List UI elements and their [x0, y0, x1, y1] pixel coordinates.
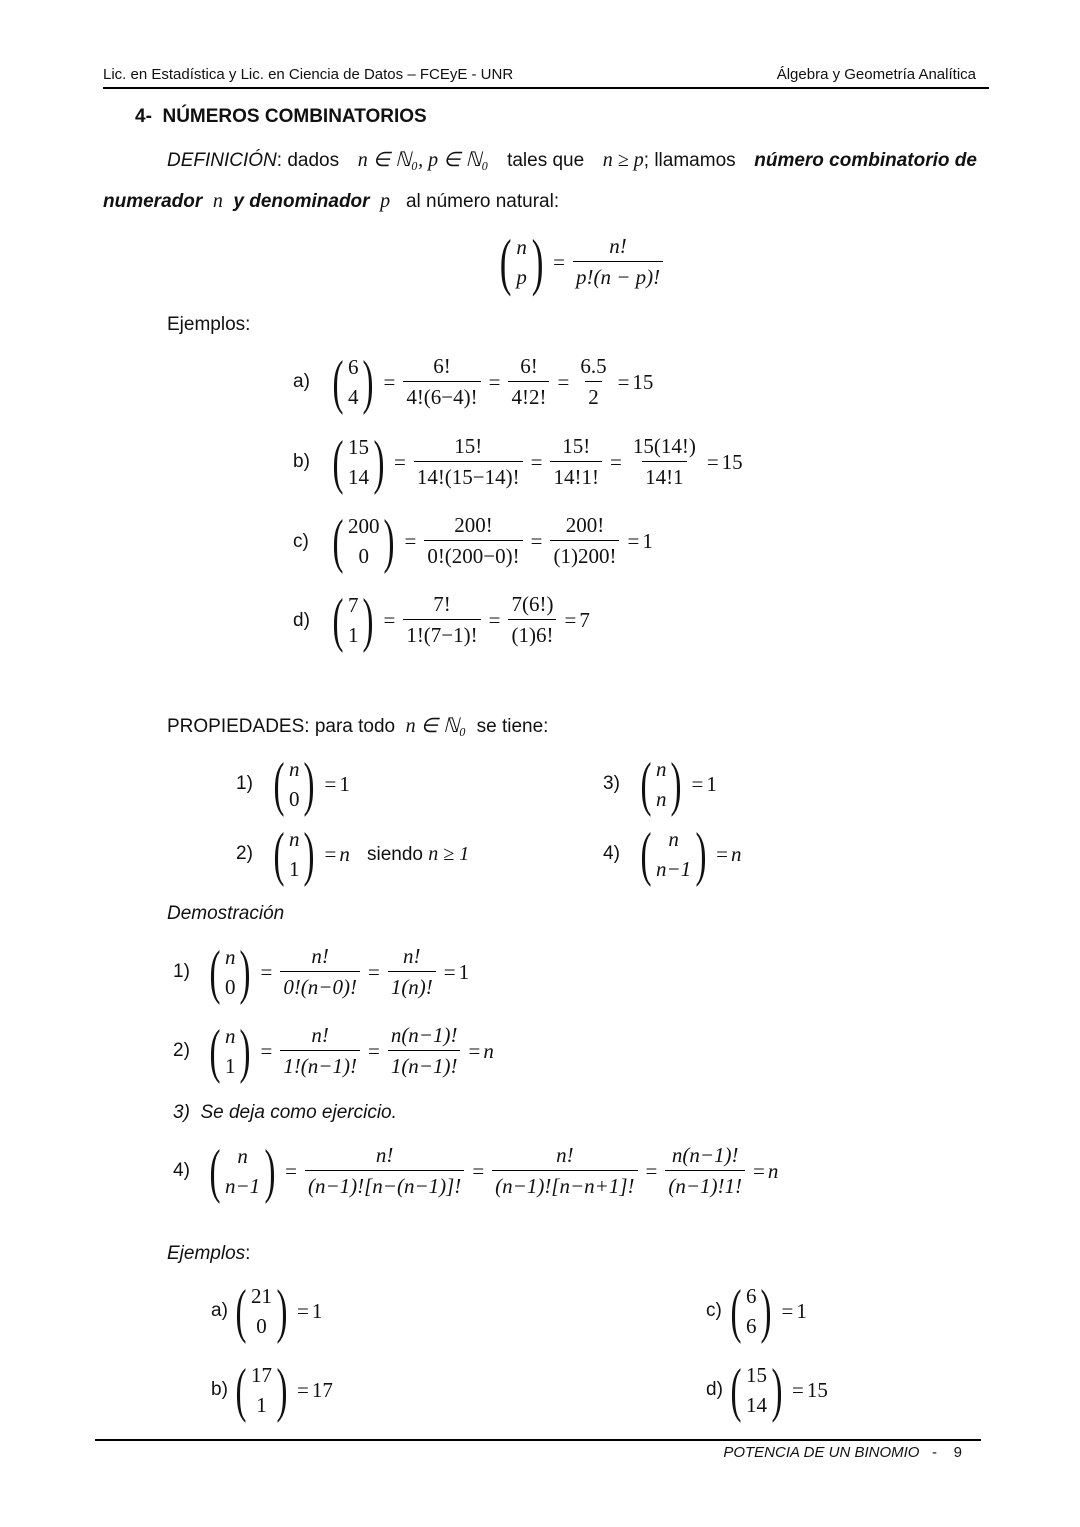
proof-3: 3) Se deja como ejercicio.	[173, 1102, 397, 1123]
section-number: 4-	[135, 106, 152, 127]
example2-b-label: b)	[211, 1379, 228, 1400]
example-b-label: b)	[293, 451, 310, 472]
header-rule	[103, 87, 989, 89]
definition-bold-2: numerador	[103, 191, 203, 212]
section-title-text: NÚMEROS COMBINATORIOS	[162, 106, 427, 127]
definition-cond-2: n ≥ p	[602, 149, 644, 171]
example2-a-formula: ( 21 0 ) = 1	[235, 1278, 323, 1345]
example-d-label: d)	[293, 610, 310, 631]
property-2-label: 2)	[236, 843, 253, 864]
definition-text-4: al número natural:	[405, 191, 560, 212]
footer	[723, 1444, 962, 1461]
property-2-note: siendo n ≥ 1	[367, 843, 470, 865]
definition-text-3: ; llamamos	[643, 150, 736, 171]
example-a-formula: ( 6 4 ) = $\frac{6!}{4!(6-4)!}$ = $\frac{6!}{4!2!}$ = $\frac{6.5}{2}$ = 15	[332, 349, 654, 416]
property-2-formula: ( n 1 ) = n	[273, 821, 350, 888]
property-4-label: 4)	[603, 843, 620, 864]
header-right: Álgebra y Geometría Analítica	[776, 66, 976, 83]
properties-heading: PROPIEDADES: para todo n ∈ ℕ₀ se tiene:	[167, 715, 549, 737]
binomial: ( n p )	[499, 226, 544, 297]
examples-2-heading: Ejemplos:	[167, 1243, 251, 1264]
property-3-formula: ( n n ) = 1	[640, 751, 717, 818]
definition-line-2	[103, 190, 559, 213]
footer-rule	[95, 1439, 981, 1441]
footer-text: POTENCIA DE UN BINOMIO	[723, 1444, 920, 1461]
example2-c-formula: ( 6 6 ) = 1	[730, 1278, 807, 1345]
definition-line-1	[167, 147, 977, 172]
properties-cond: n ∈ ℕ₀	[405, 715, 467, 737]
definition-text-2: tales que	[507, 150, 585, 171]
example-a-label: a)	[293, 371, 310, 392]
property-3-label: 3)	[603, 773, 620, 794]
example-d-formula: ( 7 1 ) = $\frac{7!}{1!(7-1)!}$ = $\frac{7(6!)}{(1)6!}$ = 7	[332, 587, 590, 654]
proof-1-formula: ( n 0 ) = $\frac{n!}{0!(n-0)!}$ = $\frac{n!}{1(n)!}$ = 1	[209, 939, 470, 1006]
proof-2-label: 2)	[173, 1040, 190, 1061]
definition-var-n: n	[212, 190, 223, 212]
property-1-formula: ( n 0 ) = 1	[273, 751, 350, 818]
proof-heading: Demostración	[167, 903, 285, 924]
proof-1-label: 1)	[173, 961, 190, 982]
definition-label: DEFINICIÓN	[167, 150, 277, 171]
proof-4-label: 4)	[173, 1160, 190, 1181]
definition-text-1: : dados	[276, 150, 340, 171]
examples-heading: Ejemplos:	[167, 314, 251, 335]
example-c-label: c)	[293, 531, 309, 552]
example2-c-label: c)	[706, 1300, 722, 1321]
example-c-formula: ( 200 0 ) = $\frac{200!}{0!(200-0)!}$ = $\frac{200!}{(1)200!}$ = 1	[332, 508, 653, 575]
example-b-formula: ( 15 14 ) = $\frac{15!}{14!(15-14)!}$ = $\frac{15!}{14!1!}$ = $\frac{15(14!)}{14!1}$ = 15	[332, 429, 743, 496]
example2-d-formula: ( 15 14 ) = 15	[730, 1357, 828, 1424]
property-4-formula: ( n n−1 ) = n	[640, 821, 742, 888]
definition-bold-1: número combinatorio de	[754, 150, 977, 171]
header-left: Lic. en Estadística y Lic. en Ciencia de Datos – FCEyE - UNR	[103, 66, 514, 83]
proof-4-formula: ( n n−1 ) = $\frac{n!}{(n-1)![n-(n-1)]!}$ = $\frac{n!}{(n-1)![n-n+1]!}$ = $\frac{n(n-1)!}{(n-1)!1!}$ = n	[209, 1138, 779, 1205]
example2-a-label: a)	[211, 1300, 228, 1321]
example2-b-formula: ( 17 1 ) = 17	[235, 1357, 333, 1424]
proof-2-formula: ( n 1 ) = $\frac{n!}{1!(n-1)!}$ = $\frac{n(n-1)!}{1(n-1)!}$ = n	[209, 1018, 494, 1085]
definition-formula: ( n p ) = $\frac{n!}{p!(n - p)!}$	[493, 230, 668, 294]
definition-cond-1: n ∈ ℕ₀, p ∈ ℕ₀	[357, 149, 489, 171]
property-1-label: 1)	[236, 773, 253, 794]
definition-var-p: p	[380, 190, 391, 212]
example2-d-label: d)	[706, 1379, 723, 1400]
definition-bold-3: y denominador	[233, 191, 370, 212]
page-number: 9	[953, 1444, 962, 1461]
footer-separator: -	[931, 1444, 937, 1461]
section-title	[135, 106, 427, 128]
